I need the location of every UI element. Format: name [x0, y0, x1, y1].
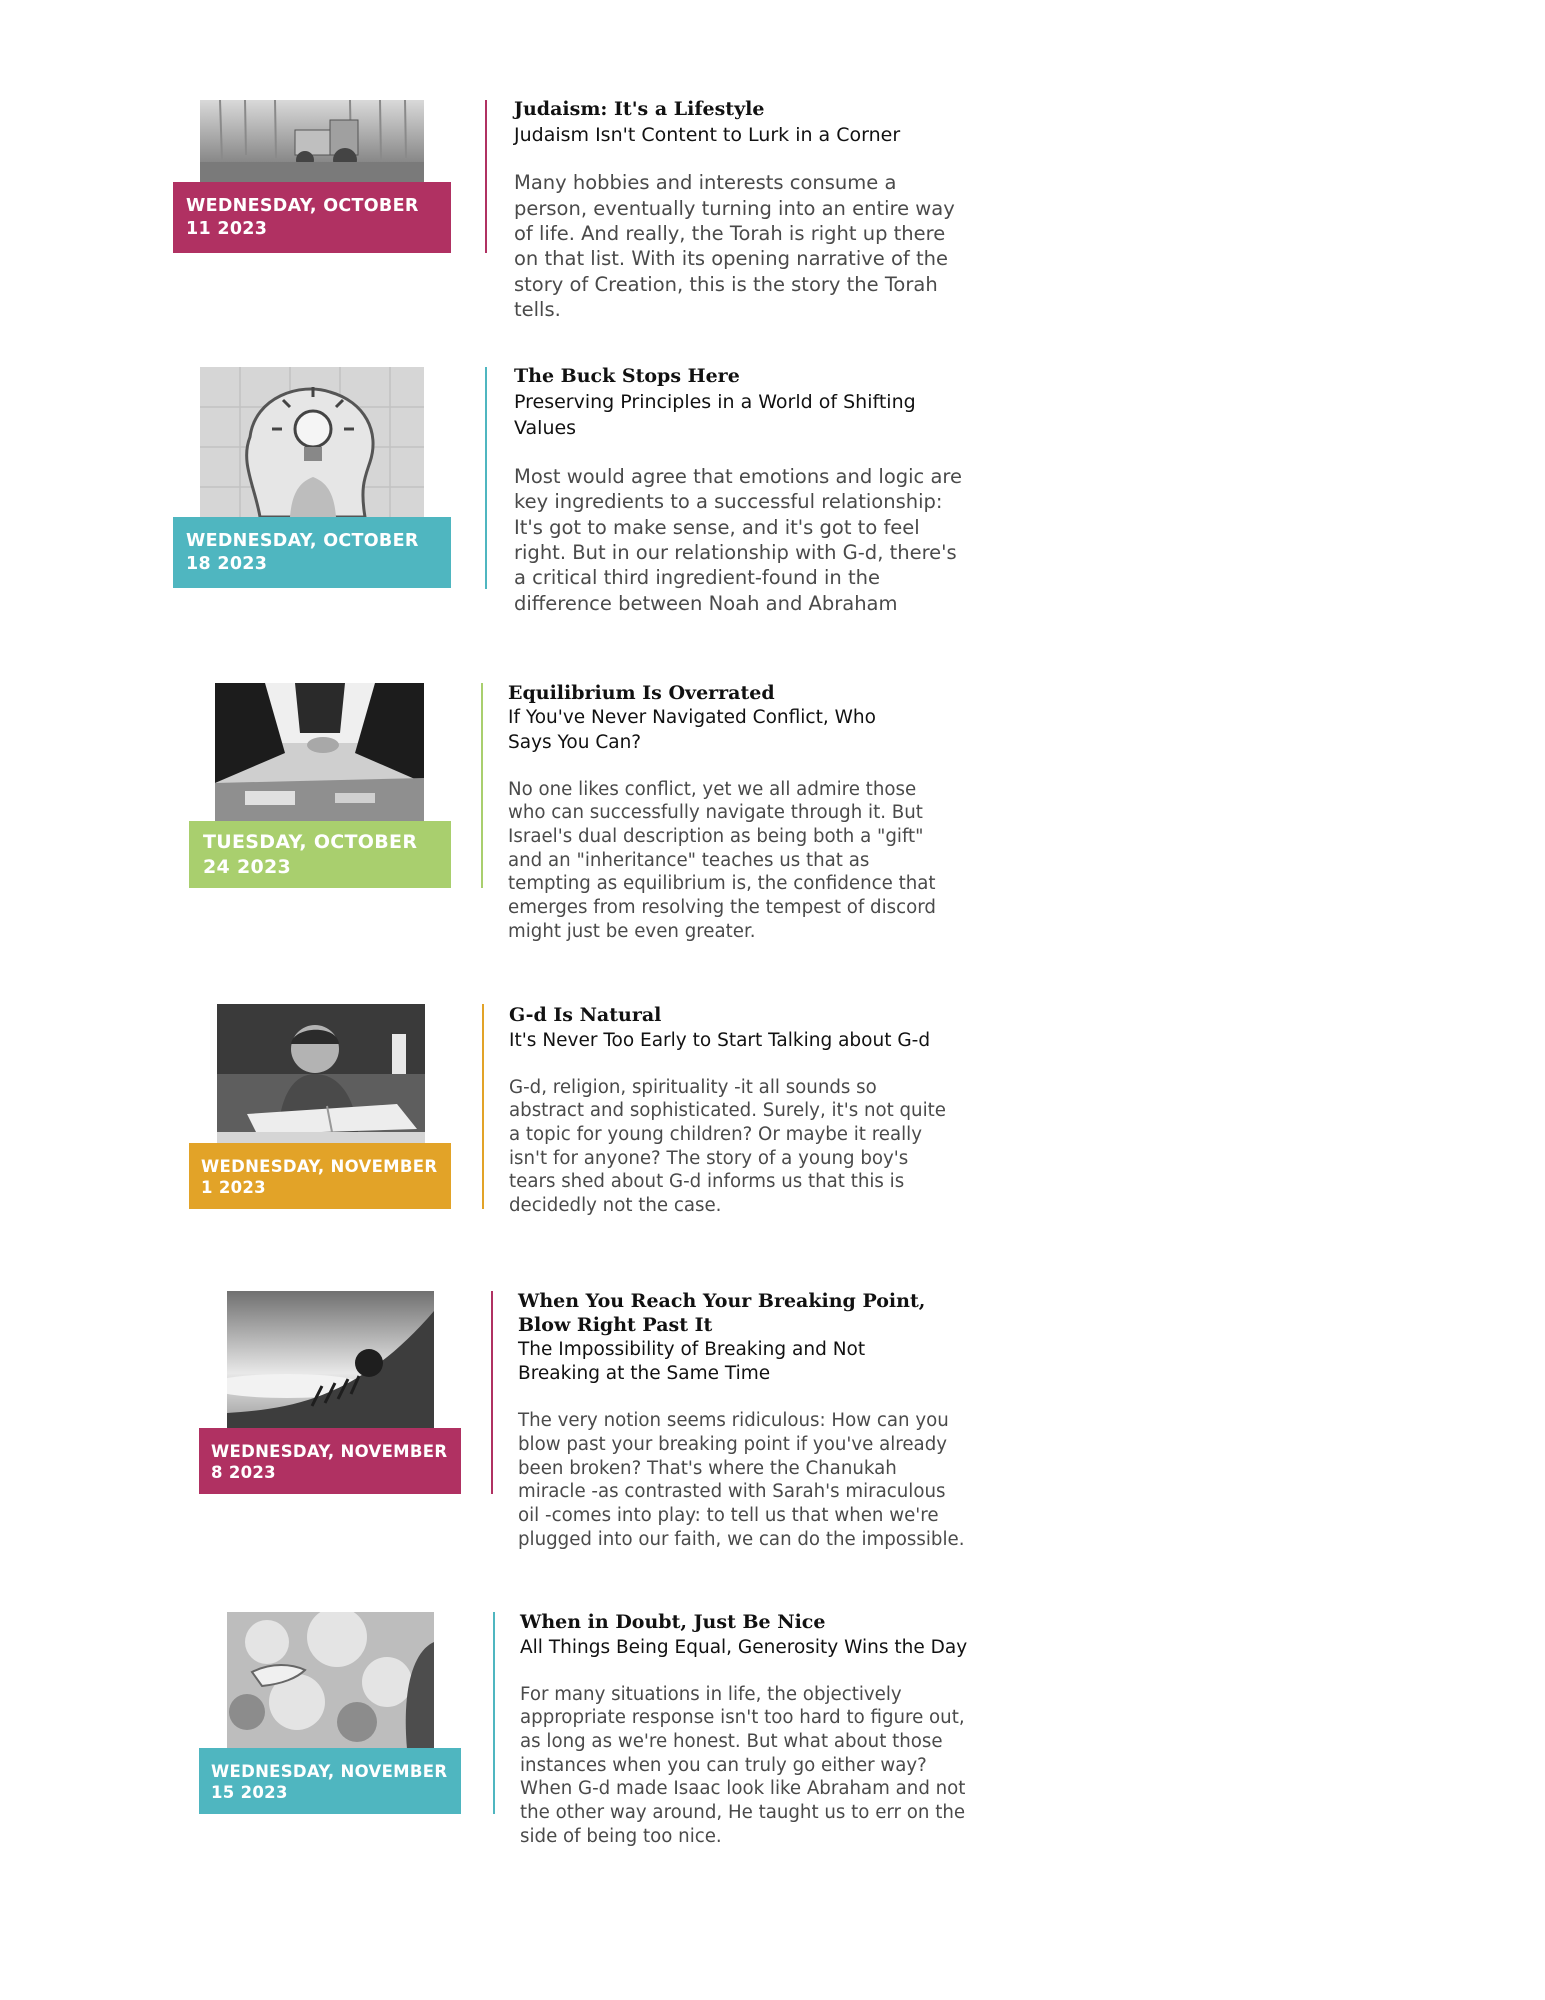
date-badge: WEDNESDAY, NOVEMBER 1 2023	[189, 1143, 451, 1209]
date-badge: WEDNESDAY, OCTOBER 18 2023	[173, 517, 451, 588]
article-description: No one likes conflict, yet we all admire those who can successfully navigate through it. But Israel's dual description as being both a "gift" and an "inheritance" teaches us that as tempting as equilibrium is, the confidence that emerges from resolving the tempest of discord might just be even greater.	[508, 778, 936, 942]
accent-divider	[482, 1004, 484, 1209]
article-text	[509, 1004, 954, 1218]
date-badge: WEDNESDAY, NOVEMBER 8 2023	[199, 1428, 461, 1494]
article-description: Many hobbies and interests consume a person, eventually turning into an entire way of life. And really, the Torah is right up there on that list. With its opening narrative of the story of Creation, this is the story the Torah tells.	[514, 171, 955, 322]
article-subtitle: It's Never Too Early to Start Talking about G-d	[509, 1029, 931, 1051]
boy-reading-photo	[217, 1004, 425, 1144]
accent-divider	[485, 100, 487, 253]
article-title[interactable]: When You Reach Your Breaking Point, Blow Right Past It	[518, 1290, 926, 1336]
article-title[interactable]: G-d Is Natural	[509, 1004, 662, 1026]
tractor-field-photo	[200, 100, 424, 182]
date-badge: WEDNESDAY, OCTOBER 11 2023	[173, 182, 451, 253]
article-description: Most would agree that emotions and logic are key ingredients to a successful relationship: It's got to make sense, and it's got to feel right. But in our relationship with G-d, there's a critical third ingredient-found in the difference between Noah and Abraham	[514, 464, 963, 615]
article-title[interactable]: Judaism: It's a Lifestyle	[514, 98, 765, 120]
date-badge: WEDNESDAY, NOVEMBER 15 2023	[199, 1748, 461, 1814]
lightbulb-head-puzzle-photo	[200, 367, 424, 517]
article-text	[514, 365, 974, 616]
article-text	[520, 1611, 970, 1848]
article-text	[508, 682, 948, 943]
accent-divider	[491, 1291, 493, 1494]
article-title[interactable]: The Buck Stops Here	[514, 365, 740, 387]
article-subtitle: Preserving Principles in a World of Shifting Values	[514, 390, 916, 440]
article-subtitle: If You've Never Navigated Conflict, Who Says You Can?	[508, 706, 876, 753]
giving-hands-photo	[227, 1612, 434, 1749]
article-description: The very notion seems ridiculous: How can you blow past your breaking point if you've already been broken? That's where the Chanukah miracle -as contrasted with Sarah's miraculous oil -comes into play: to tell us that when we're plugged into our faith, we can do the impossible.	[518, 1410, 965, 1550]
article-subtitle: Judaism Isn't Content to Lurk in a Corner	[514, 123, 901, 146]
people-pushing-boulder-photo	[227, 1291, 434, 1428]
article-text	[518, 1290, 968, 1551]
article-title[interactable]: When in Doubt, Just Be Nice	[520, 1611, 826, 1633]
article-description: For many situations in life, the objectively appropriate response isn't too hard to figure out, as long as we're honest. But what about those instances when you can truly go either way? When G-d made Isaac look like Abraham and not the other way around, He taught us to err on the side of being too nice.	[520, 1683, 966, 1847]
handshake-photo	[215, 683, 424, 821]
article-subtitle: All Things Being Equal, Generosity Wins the Day	[520, 1636, 968, 1658]
accent-divider	[485, 367, 487, 589]
accent-divider	[481, 683, 483, 888]
article-title[interactable]: Equilibrium Is Overrated	[508, 682, 775, 704]
accent-divider	[493, 1612, 495, 1814]
date-badge: TUESDAY, OCTOBER 24 2023	[189, 821, 451, 888]
article-text	[514, 98, 974, 322]
article-subtitle: The Impossibility of Breaking and Not Breaking at the Same Time	[518, 1338, 866, 1385]
article-description: G-d, religion, spirituality -it all sounds so abstract and sophisticated. Surely, it's not quite a topic for young children? Or maybe it really isn't for anyone? The story of a young boy's tears shed about G-d informs us that this is decidedly not the case.	[509, 1076, 946, 1216]
